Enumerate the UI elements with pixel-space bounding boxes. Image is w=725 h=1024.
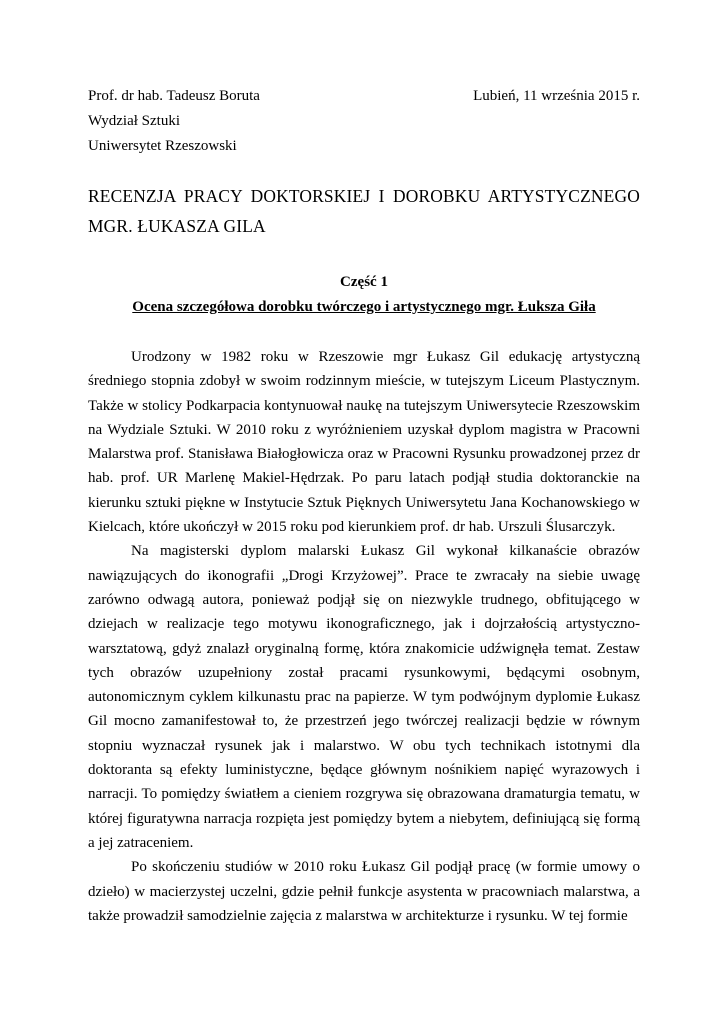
header-author-row <box>88 86 640 106</box>
header-university-row <box>88 136 640 156</box>
header-faculty-row <box>88 111 640 131</box>
document-title-line-1: RECENZJA PRACY DOKTORSKIEJ I DOROBKU ARTYSTYCZNEGO <box>88 186 640 206</box>
faculty-name: Wydział Sztuki <box>88 113 180 129</box>
paragraph: Na magisterski dyplom malarski Łukasz Gil wykonał kilkanaście obrazów nawiązujących do ikonografii „Drogi Krzyżowej”. Prace te zwracały na siebie uwagę zarówno odwagą autora, ponieważ podjął się on niezwykle trudnego, obfitującego w dziejach w realizacje tego motywu ikonograficznego, jak i dojrzałością artystyczno-warsztatową, gdyż znalazł oryginalną formę, która znakomicie udźwignęła temat. Zestaw tych obrazów uzupełniony został pracami rysunkowymi, będącymi osobnym, autonomicznym cyklem kilkunastu prac na papierze. W tym podwójnym dyplomie Łukasz Gil mocno zamanifestował to, że przestrzeń jego twórczej realizacji będzie w równym stopniu wyznaczał rysunek jak i malarstwo. W obu tych technikach istotnymi dla doktoranta są efekty luministyczne, będące głównym nośnikiem napięć wyrazowych i narracji. To pomiędzy światłem a cieniem rozgrywa się obrazowana dramaturgia tematu, w której figuratywna narracja rozpięta jest pomiędzy bytem a niebytem, definiującą się formą a jej zatraceniem. <box>88 543 640 851</box>
paragraph: Po skończeniu studiów w 2010 roku Łukasz Gil podjął pracę (w formie umowy o dzieło) w macierzystej uczelni, gdzie pełnił funkcje asystenta w pracowniach malarstwa, a także prowadził samodzielnie zajęcia z malarstwa w architekturze i rysunku. W tej formie <box>88 859 640 924</box>
part-heading: Część 1 <box>340 274 388 290</box>
author-name: Prof. dr hab. Tadeusz Boruta <box>88 88 260 104</box>
body-text <box>88 345 640 928</box>
paragraph: Urodzony w 1982 roku w Rzeszowie mgr Łukasz Gil edukację artystyczną średniego stopnia zdobył w swoim rodzinnym mieście, w tutejszym Liceum Plastycznym. Także w stolicy Podkarpacia kontynuował naukę na tutejszym Uniwersytecie Rzeszowskim na Wydziale Sztuki. W 2010 roku z wyróżnieniem uzyskał dyplom magistra w Pracowni Malarstwa prof. Stanisława Białogłowicza oraz w Pracowni Rysunku prowadzonej przez dr hab. prof. UR Marlenę Makiel-Hędrzak. Po paru latach podjął studia doktoranckie na kierunku sztuki piękne w Instytucie Sztuk Pięknych Uniwersytetu Jana Kochanowskiego w Kielcach, które ukończył w 2015 roku pod kierunkiem prof. dr hab. Urszuli Ślusarczyk. <box>88 349 640 536</box>
section-subtitle: Ocena szczegółowa dorobku twórczego i artystycznego mgr. Łuksza Giła <box>132 299 596 315</box>
document-title-line-2: MGR. ŁUKASZA GILA <box>88 216 266 236</box>
place-date: Lubień, 11 września 2015 r. <box>473 88 640 104</box>
university-name: Uniwersytet Rzeszowski <box>88 138 237 154</box>
